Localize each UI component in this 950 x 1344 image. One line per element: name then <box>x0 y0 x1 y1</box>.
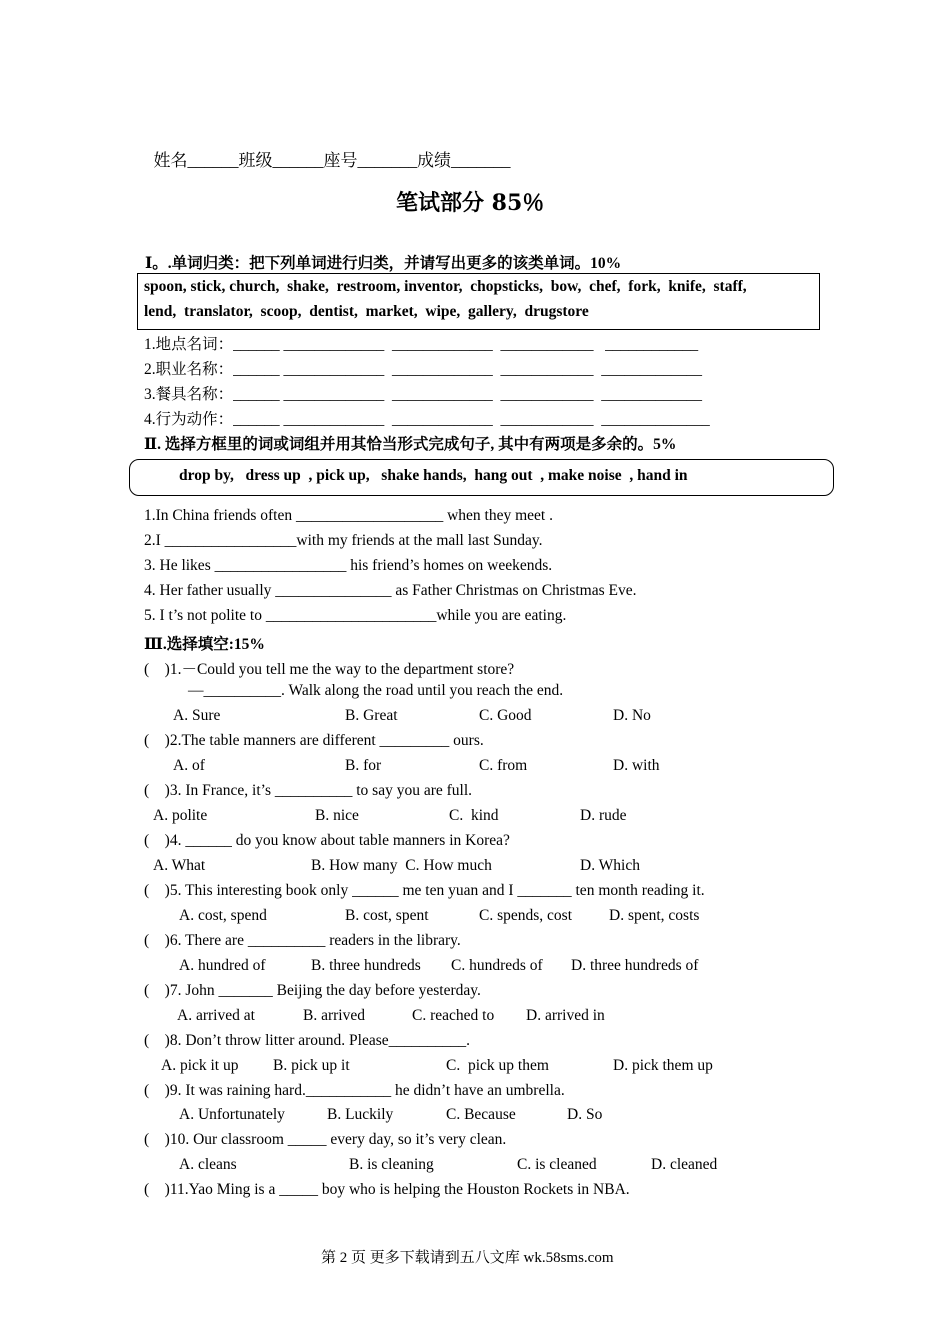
option-a: A. arrived at <box>177 1007 255 1024</box>
question-5: ( )5. This interesting book only ______ me ten yuan and I _______ ten month reading it. <box>144 882 705 899</box>
question-7: ( )7. John _______ Beijing the day before yesterday. <box>144 982 481 999</box>
student-info-line <box>145 126 511 171</box>
option-c: C. Because <box>446 1106 516 1123</box>
option-d: D. cleaned <box>651 1156 718 1173</box>
option-b: B. for <box>345 757 382 774</box>
option-b: B. Great <box>345 707 398 724</box>
option-d: D. spent, costs <box>609 907 700 924</box>
fill-sentence: 1.In China friends often ___________________ when they meet . <box>144 507 553 524</box>
option-d: D. with <box>613 757 660 774</box>
question-10: ( )10. Our classroom _____ every day, so it’s very clean. <box>144 1131 507 1148</box>
category-actions: 4.行为动作：______ _____________ _____________ ____________ ______________ <box>144 411 710 428</box>
question-6: ( )6. There are __________ readers in the library. <box>144 932 461 949</box>
option-d: D. three hundreds of <box>571 957 699 974</box>
option-a: A. cost, spend <box>179 907 267 924</box>
page-footer: 第 2 页 更多下载请到五八文库 wk.58sms.com <box>321 1250 614 1266</box>
question-9: ( )9. It was raining hard.___________ he didn’t have an umbrella. <box>144 1082 565 1099</box>
fill-sentence: 4. Her father usually _______________ as Father Christmas on Christmas Eve. <box>144 582 637 599</box>
option-c: C. reached to <box>412 1007 495 1024</box>
option-b: B. cost, spent <box>345 907 429 924</box>
question-11: ( )11.Yao Ming is a _____ boy who is helping the Houston Rockets in NBA. <box>144 1181 630 1198</box>
option-a: A. Sure <box>173 707 221 724</box>
option-b: B. is cleaning <box>349 1156 434 1173</box>
option-a: A. hundred of <box>179 957 266 974</box>
fill-sentence: 3. He likes _________________ his friend’s homes on weekends. <box>144 557 553 574</box>
question-4: ( )4. ______ do you know about table manners in Korea? <box>144 832 510 849</box>
fill-sentence: 5. I t’s not polite to ______________________while you are eating. <box>144 607 567 624</box>
option-b: B. arrived <box>303 1007 365 1024</box>
word-list-line1: spoon, stick, church, shake, restroom, inventor, chopsticks, bow, chef, fork, knife, staff, <box>144 278 747 295</box>
option-d: D. No <box>613 707 651 724</box>
fill-sentence: 2.I _________________with my friends at the mall last Sunday. <box>144 532 543 549</box>
option-b: B. nice <box>315 807 359 824</box>
section3-heading: Ⅲ.选择填空:15% <box>144 636 265 653</box>
question-1-reply: —__________. Walk along the road until you reach the end. <box>188 682 564 699</box>
option-c: C. Good <box>479 707 532 724</box>
page-title: 笔试部分 85％ <box>396 190 545 216</box>
category-jobs: 2.职业名称：______ _____________ _____________ ____________ _____________ <box>144 361 703 378</box>
option-d: D. rude <box>580 807 627 824</box>
option-a: A. cleans <box>179 1156 237 1173</box>
option-a: A. pick it up <box>161 1057 239 1074</box>
option-b: B. three hundreds <box>311 957 421 974</box>
question-2: ( )2.The table manners are different _________ ours. <box>144 732 484 749</box>
phrase-options: drop by, dress up , pick up, shake hands, hang out , make noise , hand in <box>179 467 688 484</box>
option-d: D. arrived in <box>526 1007 605 1024</box>
option-b: B. Luckily <box>327 1106 394 1123</box>
option-c: C. is cleaned <box>517 1156 597 1173</box>
question-8: ( )8. Don’t throw litter around. Please__________. <box>144 1032 471 1049</box>
option-a: A. What <box>153 857 206 874</box>
option-c: C. kind <box>449 807 499 824</box>
option-b: B. pick up it <box>273 1057 350 1074</box>
option-a: A. of <box>173 757 205 774</box>
student-info-text: 姓名______班级______座号_______成绩_______ <box>153 151 511 170</box>
category-places: 1.地点名词：______ _____________ _____________ ____________ ____________ <box>144 336 699 353</box>
word-list-line2: lend, translator, scoop, dentist, market, wipe, gallery, drugstore <box>144 303 589 320</box>
option-c: C. spends, cost <box>479 907 572 924</box>
option-c: C. hundreds of <box>451 957 543 974</box>
category-tableware: 3.餐具名称：______ _____________ _____________ ____________ _____________ <box>144 386 703 403</box>
section1-heading: Ⅰ。.单词归类：把下列单词进行归类，并请写出更多的该类单词。10% <box>145 255 622 272</box>
option-b-c: B. How many C. How much <box>311 857 492 874</box>
option-d: D. pick them up <box>613 1057 713 1074</box>
section2-heading: Ⅱ. 选择方框里的词或词组并用其恰当形式完成句子, 其中有两项是多余的。5% <box>144 436 677 453</box>
question-3: ( )3. In France, it’s __________ to say you are full. <box>144 782 473 799</box>
option-a: A. polite <box>153 807 208 824</box>
question-1: ( )1.－Could you tell me the way to the department store? <box>144 661 515 678</box>
option-d: D. So <box>567 1106 603 1123</box>
option-d: D. Which <box>580 857 640 874</box>
option-c: C. from <box>479 757 528 774</box>
option-a: A. Unfortunately <box>179 1106 285 1123</box>
option-c: C. pick up them <box>446 1057 549 1074</box>
